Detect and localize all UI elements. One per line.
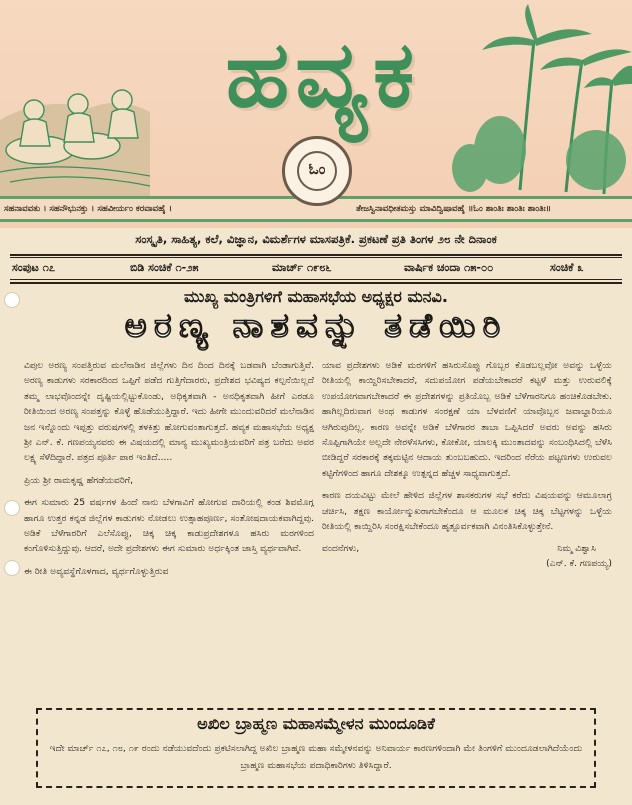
article-paragraph: ಯಾವ ಪ್ರದೇಶಗಳು ಅಡಿಕೆ ಮರಗಳಿಗೆ ಹಸಿರುಸೊಪ್ಪು ಗೊಬ್ಬರ ಕೊಡಬಲ್ಲವೋ ಅವನ್ನು ಒಳ್ಳೆಯ ರೀತಿಯಲ್ಲಿ ಕಾಯ್ದಿರಿಸಬೇಕಾದರೆ, ಸದುಪಯೋಗ ಪಡೆಯಬೇಕಾದರೆ ಕಟ್ಟಳೆ ಮತ್ತು ಉರುವಲಿಕ್ಕೆ ಉಪಯೋಗವಾಗಬೇಕಾದರೆ ಈ ಪ್ರದೇಶಗಳನ್ನು ಪ್ರತಿಯೊಬ್ಬ ಅಡಿಕೆ ಬೆಳೆಗಾರನಿಗೂ ಹಂಚಿಕೊಡಬೇಕು. ಹಾಗಿಲ್ಲದಿರುವಾಗ ಅಂಥ ಕಾಡುಗಳ ಸಂರಕ್ಷಣೆ ಯಾ ಬೆಳವಣಿಗೆ ಯಾವೊಬ್ಬನ ಜವಾಬ್ದಾರಿಯೂ ಆಗಿರುವುದಿಲ್ಲ. ಕಾರಣ ಅವನ್ನೇ ಅಡಿಕೆ ಬೆಳೆಗಾರರ ತಾಬಾ ಒಪ್ಪಿಸಿದರೆ ಅವರು ಅವನ್ನು ಹಸಿರು ಸೊಪ್ಪಿಗಾಗಿಯೇ ಅಲ್ಲದೇ ನೇರಳೆಸಸಿಗಳು, ಕೋಕೋ, ಯಾಲಕ್ಕಿ ಮುಂತಾದವನ್ನು ಸಂಬಂಧಿಸಿದಲ್ಲಿ ಬೆಳೆಸಿ ಬೀಡಿದ್ದರೆ ಸರಕಾರಕ್ಕೆ ತಕ್ಕಮಟ್ಟಿನ ಆದಾಯ ತುಂಬಬಹುದು. ಇದರಿಂದ ನೆರೆಯ ಪಟ್ಟಣಗಳು ಉರುವಲ ಕಟ್ಟಿಗೆಗಳಿಂದ ಹಾಗೂ ದೇಶಕ್ಕೂ ಉತ್ಪನ್ನದ ಹೆಚ್ಚಳ ಸಾಧ್ಯವಾಗುತ್ತದೆ. bbox=[322, 360, 612, 479]
notice-text: ಇದೇ ಮಾರ್ಚ್ ೧೭, ೧೮, ೧೯ ರಂದು ನಡೆಯುವದೆಂದು ಪ್ರಕಟಿಸಲಾಗಿದ್ದ ಅಖಿಲ ಬ್ರಾಹ್ಮಣ ಮಹಾ ಸಮ್ಮೇಳನವನ್ನು ಅನಿವಾರ್ಯ ಕಾರಣಗಳಿಂದಾಗಿ ಮೇ ತಿಂಗಳಿಗೆ ಮುಂದೂಡಲಾಗಿದೆಯೆಂದು ಬ್ರಾಹ್ಮಣ ಮಹಾಸಭೆಯ ಪದಾಧಿಕಾರಿಗಳು ತಿಳಿಸಿದ್ದಾರೆ. bbox=[49, 743, 583, 771]
tagline: ಸಂಸ್ಕೃತಿ, ಸಾಹಿತ್ಯ, ಕಲೆ, ವಿಜ್ಞಾನ, ವಿಮರ್ಶೆಗಳ ಮಾಸಪತ್ರಿಕೆ. ಪ್ರಕಟಣೆ ಪ್ರತಿ ತಿಂಗಳ ೨೮ ನೇ ದಿನಾಂಕ bbox=[135, 232, 497, 246]
notice-box bbox=[36, 708, 596, 788]
divider-info bbox=[10, 279, 622, 280]
mantra-right: ತೇಜಸ್ವಿನಾವಧೀತಮಸ್ತು ಮಾವಿದ್ವಿಷಾವಹೈ ॥ಓಂ ಶಾಂತಿಃ ಶಾಂತಿಃ ಶಾಂತಿಃ॥ bbox=[356, 204, 551, 214]
divider-top bbox=[10, 254, 622, 256]
punch-hole bbox=[4, 292, 20, 308]
article-paragraph: ಈಗ ಸುಮಾರು 25 ವರ್ಷಗಳ ಹಿಂದೆ ನಾನು ಬೆಳಗಾವಿಗೆ ಹೋಗುವ ದಾರಿಯಲ್ಲಿ ಕಂಡ ಶಿವಮೊಗ್ಗ ಹಾಗೂ ಉತ್ತರ ಕನ್ನಡ ಜಿಲ್ಲೆಗಳ ಕಾಡುಗಳು ನೋಡಲು ಉತ್ಸಾಹಪೂರ್ಣ, ಸಂತೋಷದಾಯಕವಾಗಿದ್ದವು. ಅಡಿಕೆ ಬೆಳೆಗಾರರಿಗೆ ಎಲೆಸೊಪ್ಪು, ಚಿಕ್ಕ ಚಿಕ್ಕ ಕಾಡುಪ್ರದೇಶಗಳೂ ಹಸಿರು ಮರಗಳಿಂದ ಕಂಗೊಳಿಸುತ್ತಿದ್ದುವು. ಆದರೆ, ಅದೇ ಪ್ರದೇಶಗಳು ಈಗ ಸುಮಾರು ಅರ್ಧಕ್ಕಿಂತ ಜಾಸ್ತಿ ವ್ಯರ್ಥವಾಗಿವೆ. bbox=[24, 497, 314, 555]
single-copy-price: ಬಿಡಿ ಸಂಚಿಕೆ ೧-೨೫ bbox=[130, 261, 199, 274]
article-column-left bbox=[24, 358, 314, 704]
issue-date: ಮಾರ್ಚ್ ೧೯೮೬ bbox=[272, 261, 332, 274]
magazine-title: ಹವ್ಯಕ bbox=[225, 20, 421, 128]
divider-top-thin bbox=[10, 257, 622, 258]
om-symbol: ಓಂ bbox=[308, 160, 326, 178]
volume-number: ಸಂಪುಟ ೧೭ bbox=[12, 261, 56, 274]
article-paragraph: ಈ ರೀತಿ ಅವ್ಯವಸ್ಥೆಗೊಳಗಾದ, ವ್ಯರ್ಥಗೊಳ್ಳುತ್ತಿರುವ bbox=[24, 565, 169, 577]
mantra-left: ಸಹನಾವವತು । ಸಹನೌಭುನಕ್ತು । ಸಹವೀರ್ಯಂ ಕರವಾವಹೈ । bbox=[4, 204, 172, 214]
emblem-seal bbox=[282, 136, 352, 206]
letter-signoff bbox=[322, 541, 612, 571]
divider-info-thick bbox=[10, 282, 622, 284]
punch-hole bbox=[4, 560, 20, 576]
article-headline: ಅರಣ್ಯ ನಾಶವನ್ನು ತಡೆಯಿರಿ bbox=[124, 306, 508, 346]
greeting bbox=[322, 541, 612, 556]
greeting-text: ವಂದನೆಗಳು, bbox=[322, 543, 360, 555]
article-column-right bbox=[322, 358, 612, 704]
signature: (ಎನ್. ಕೆ. ಗಣಪಯ್ಯ) bbox=[546, 558, 612, 570]
article-subtitle: ಮುಖ್ಯ ಮಂತ್ರಿಗಳಿಗೆ ಮಹಾಸಭೆಯ ಅಧ್ಯಕ್ಷರ ಮನವಿ. bbox=[184, 287, 448, 306]
article-paragraph: ವಿಪುಲ ಅರಣ್ಯ ಸಂಪತ್ತಿರುವ ಮಲೆನಾಡಿನ ಜಿಲ್ಲೆಗಳು ದಿನ ದಿಂದ ದಿನಕ್ಕೆ ಬಡವಾಗಿ ಬೆಂಡಾಗುತ್ತಿವೆ. ಅರಣ್ಯ ಕಾಡುಗಳು ಸರಕಾರದಿಂದ ಒಪ್ಪಿಗೆ ಪಡೆದ ಗುತ್ತಿಗೆದಾರರು, ಪ್ರದೇಶದ ಭವಿಷ್ಯದ ಕಲ್ಪನೆಯಿಲ್ಲದೆ ತಮ್ಮ ಲಾಭವೊಂದನ್ನೇ ದೃಷ್ಟಿಯಲ್ಲಿಟ್ಟುಕೊಂಡು, ಅಧಿಕೃತವಾಗಿ - ಅನಧಿಕೃತವಾಗಿ ಹೀಗೆ ಎರಡೂ ರೀತಿಯಿಂದ ಅರಣ್ಯ ಸಂಪತ್ತನ್ನು ಕೊಳ್ಳೆ ಹೊಡೆಯುತ್ತಿದ್ದಾರೆ. ಇದು ಹೀಗೇ ಮುಂದುವರಿದರೆ ಮಲೆನಾಡಿನ ಜನ ಇನ್ನೊಂದು ಇಪ್ಪತ್ತು ವರುಷಗಳಲ್ಲಿ ತಳಕಿತ್ತು ಹೋಗುವಂತಾಗುತ್ತದೆ. ಹವ್ಯಕ ಮಹಾಸಭೆಯ ಅಧ್ಯಕ್ಷ ಶ್ರೀ ಎನ್. ಕೆ. ಗಣಪಯ್ಯನವರು ಈ ವಿಷಯದಲ್ಲಿ ಮಾನ್ಯ ಮುಖ್ಯಮಂತ್ರಿಯವರಿಗೆ ಪತ್ರ ಬರೆದು ಅವರ ಲಕ್ಷ್ಯ ಸೆಳೆದಿದ್ದಾರೆ. ಪತ್ರದ ಪೂರ್ತಿ ಪಾಠ ಇಂತಿದೆ..... bbox=[24, 360, 314, 464]
issue-number: ಸಂಚಿಕೆ ೩ bbox=[550, 261, 584, 274]
letter-salutation: ಪ್ರಿಯ ಶ್ರೀ ರಾಮಕೃಷ್ಣ ಹೆಗಡೆಯವರಿಗೆ, bbox=[24, 474, 134, 486]
seal-inner-ring bbox=[297, 151, 337, 191]
masthead bbox=[0, 0, 632, 228]
annual-subscription: ವಾರ್ಷಿಕ ಚಂದಾ ೧೫-೦೦ bbox=[404, 261, 494, 274]
punch-hole bbox=[4, 500, 20, 516]
notice-title: ಅಖಿಲ ಬ್ರಾಹ್ಮಣ ಮಹಾಸಮ್ಮೇಳನ ಮುಂದೂಡಿಕೆ bbox=[197, 714, 435, 733]
closing-text: ನಿಮ್ಮ ವಿಶ್ವಾಸಿ bbox=[557, 543, 596, 555]
article-paragraph: ಕಾರಣ ದಯವಿಟ್ಟು ಮೇಲೆ ಹೇಳಿದ ಜಿಲ್ಲೆಗಳ ಶಾಸಕರುಗಳ ಸಭೆ ಕರೆದು ವಿಷಯವನ್ನು ಆಮೂಲಾಗ್ರ ಚರ್ಚಿಸಿ, ತಕ್ಷಣ ಕಾರ್ಯೋನ್ಮುಖರಾಗಬೇಕೆಂದೂ ಆ ಮೂಲಕ ಚಿಕ್ಕ ಚಿಕ್ಕ ಬೆಟ್ಟಗಳನ್ನು ಒಳ್ಳೆಯ ರೀತಿಯಲ್ಲಿ ಕಾಯ್ದಿರಿಸಿ ಸಂರಕ್ಷಿಸಬೇಕೆಂದೂ ಹೃತ್ಪೂರ್ವಕವಾಗಿ ವಿನಂತಿಸಿಕೊಳ್ಳುತ್ತೇನೆ. bbox=[322, 490, 612, 533]
